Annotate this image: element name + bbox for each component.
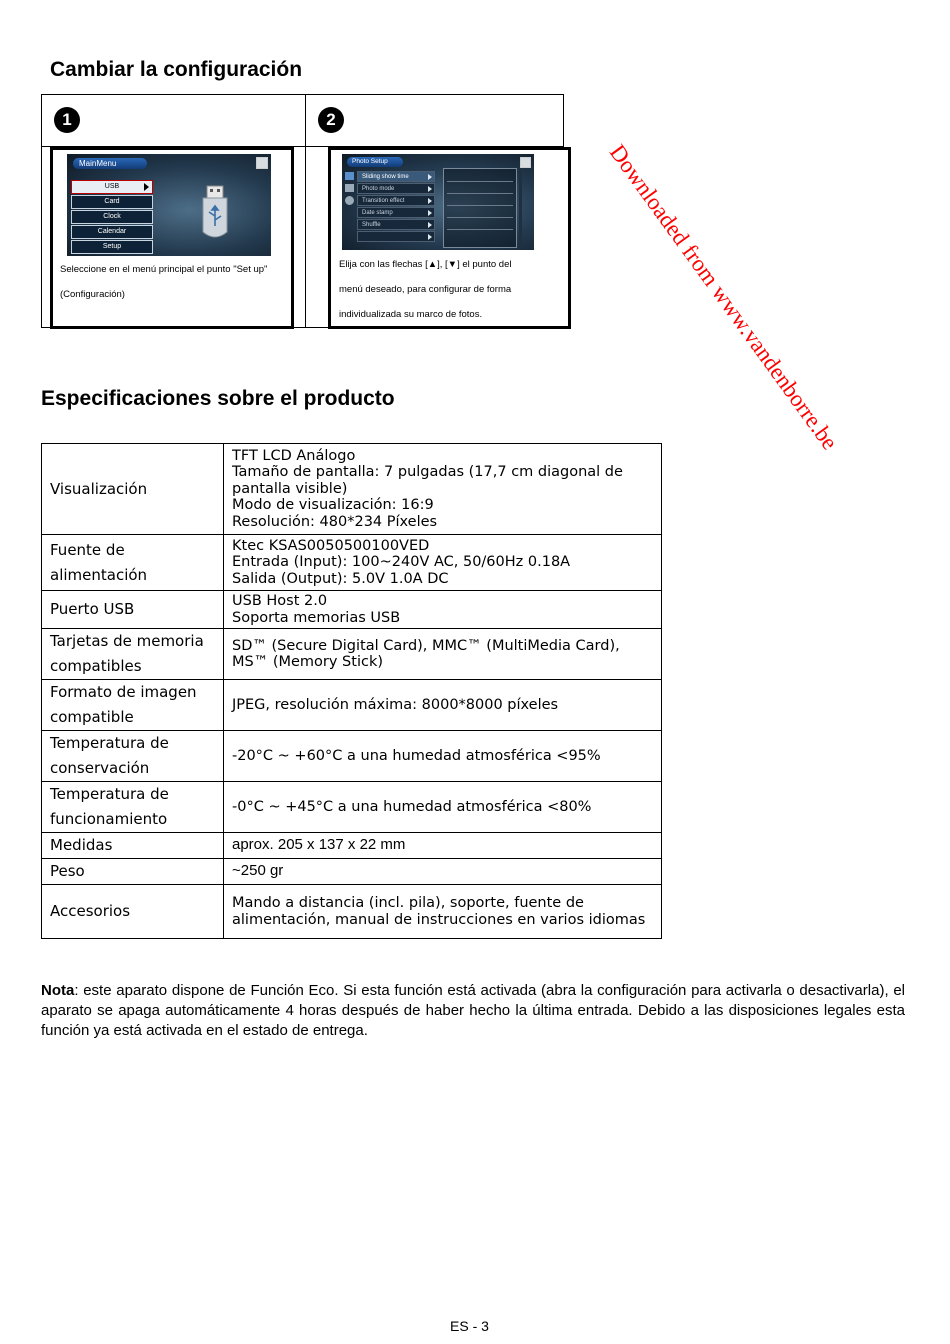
spec-value: SD™ (Secure Digital Card), MMC™ (MultiMedia Card), MS™ (Memory Stick) bbox=[224, 629, 662, 680]
note-label: Nota bbox=[41, 982, 75, 999]
spec-value: aprox. 205 x 137 x 22 mm bbox=[224, 833, 662, 859]
spec-key: Formato de imagen compatible bbox=[42, 680, 224, 731]
spec-value: -0°C ~ +45°C a una humedad atmosférica <80% bbox=[224, 782, 662, 833]
spec-value: Ktec KSAS0050500100VED Entrada (Input): 100~240V AC, 50/60Hz 0.18A Salida (Output): 5.0V 1.0A DC bbox=[224, 535, 662, 591]
menu-item-calendar: Calendar bbox=[71, 225, 153, 239]
menu-item-date-stamp: Date stamp bbox=[357, 207, 435, 218]
step1-caption-line-2: (Configuración) bbox=[60, 289, 125, 300]
spec-key: Accesorios bbox=[42, 885, 224, 939]
specifications-table bbox=[41, 443, 662, 939]
spec-key: Fuente de alimentación bbox=[42, 535, 224, 591]
main-menu-screen bbox=[67, 154, 271, 256]
spec-key: Puerto USB bbox=[42, 591, 224, 629]
main-menu-list bbox=[71, 180, 153, 255]
section-title-specifications: Especificaciones sobre el producto bbox=[41, 387, 395, 410]
step2-caption-line-2: menú deseado, para configurar de forma bbox=[339, 284, 512, 295]
scrollbar bbox=[519, 168, 522, 246]
settings-icon bbox=[256, 157, 268, 169]
note-text: : este aparato dispone de Función Eco. Si esta función está activada (abra la configuración para activarla o desactivarla), el aparato se apaga automáticamente 4 horas después de haber hecho la última entrada. Debido a las disposiciones legales esta función ya está activada en el estado de entrega. bbox=[41, 982, 905, 1039]
table-row bbox=[42, 680, 662, 731]
photo-icon bbox=[345, 172, 354, 180]
menu-item-shuffle: Shuffle bbox=[357, 219, 435, 230]
chevron-right-icon bbox=[428, 186, 432, 192]
menu-item-empty bbox=[357, 231, 435, 242]
watermark-text: Downloaded from www.vandenborre.be bbox=[604, 140, 843, 455]
table-row bbox=[42, 591, 662, 629]
menu-item-sliding-show-time: Sliding show time bbox=[357, 171, 435, 182]
chevron-right-icon bbox=[428, 174, 432, 180]
divider bbox=[305, 95, 306, 327]
menu-item-setup: Setup bbox=[71, 240, 153, 254]
spec-key: Temperatura de funcionamiento bbox=[42, 782, 224, 833]
main-menu-title: MainMenu bbox=[73, 158, 147, 169]
spec-key: Tarjetas de memoria compatibles bbox=[42, 629, 224, 680]
gear-icon bbox=[345, 196, 354, 205]
usb-drive-icon bbox=[195, 184, 235, 242]
spec-value: -20°C ~ +60°C a una humedad atmosférica <95% bbox=[224, 731, 662, 782]
eco-note bbox=[41, 981, 905, 1041]
step1-caption-line-1: Seleccione en el menú principal el punto "Set up" bbox=[60, 264, 268, 275]
spec-value: TFT LCD Análogo Tamaño de pantalla: 7 pulgadas (17,7 cm diagonal de pantalla visible) Modo de visualización: 16:9 Resolución: 480*234 Píxeles bbox=[224, 444, 662, 535]
step2-frame bbox=[328, 147, 571, 329]
table-row bbox=[42, 535, 662, 591]
photo-setup-title: Photo Setup bbox=[347, 157, 403, 167]
chevron-right-icon bbox=[428, 198, 432, 204]
chevron-right-icon bbox=[428, 210, 432, 216]
menu-item-transition-effect: Transition effect bbox=[357, 195, 435, 206]
menu-item-usb: USB bbox=[71, 180, 153, 194]
page-number: ES - 3 bbox=[450, 1318, 489, 1334]
step2-caption-line-3: individualizada su marco de fotos. bbox=[339, 309, 483, 320]
spec-key: Peso bbox=[42, 859, 224, 885]
step1-frame bbox=[50, 147, 294, 329]
table-row bbox=[42, 731, 662, 782]
table-row bbox=[42, 859, 662, 885]
spec-key: Medidas bbox=[42, 833, 224, 859]
steps-table bbox=[41, 94, 564, 328]
step-number-1: 1 bbox=[54, 107, 80, 133]
photo-setup-screen bbox=[342, 154, 534, 250]
table-row bbox=[42, 444, 662, 535]
step-number-2: 2 bbox=[318, 107, 344, 133]
settings-icon bbox=[520, 157, 531, 168]
spec-value: USB Host 2.0 Soporta memorias USB bbox=[224, 591, 662, 629]
table-row bbox=[42, 782, 662, 833]
spec-value: ~250 gr bbox=[224, 859, 662, 885]
photo-setup-list bbox=[357, 171, 435, 243]
options-panel bbox=[443, 168, 517, 248]
chevron-right-icon bbox=[144, 183, 149, 191]
chevron-right-icon bbox=[428, 234, 432, 240]
spec-key: Temperatura de conservación bbox=[42, 731, 224, 782]
menu-item-card: Card bbox=[71, 195, 153, 209]
menu-item-clock: Clock bbox=[71, 210, 153, 224]
section-title-settings: Cambiar la configuración bbox=[50, 58, 303, 81]
calendar-icon bbox=[345, 184, 354, 192]
spec-value: JPEG, resolución máxima: 8000*8000 píxeles bbox=[224, 680, 662, 731]
menu-item-photo-mode: Photo mode bbox=[357, 183, 435, 194]
table-row bbox=[42, 629, 662, 680]
table-row bbox=[42, 885, 662, 939]
table-row bbox=[42, 833, 662, 859]
spec-key: Visualización bbox=[42, 444, 224, 535]
step2-caption-line-1: Elija con las flechas [▲], [▼] el punto del bbox=[339, 259, 512, 270]
chevron-right-icon bbox=[428, 222, 432, 228]
spec-value: Mando a distancia (incl. pila), soporte, fuente de alimentación, manual de instrucciones en varios idiomas bbox=[224, 885, 662, 939]
